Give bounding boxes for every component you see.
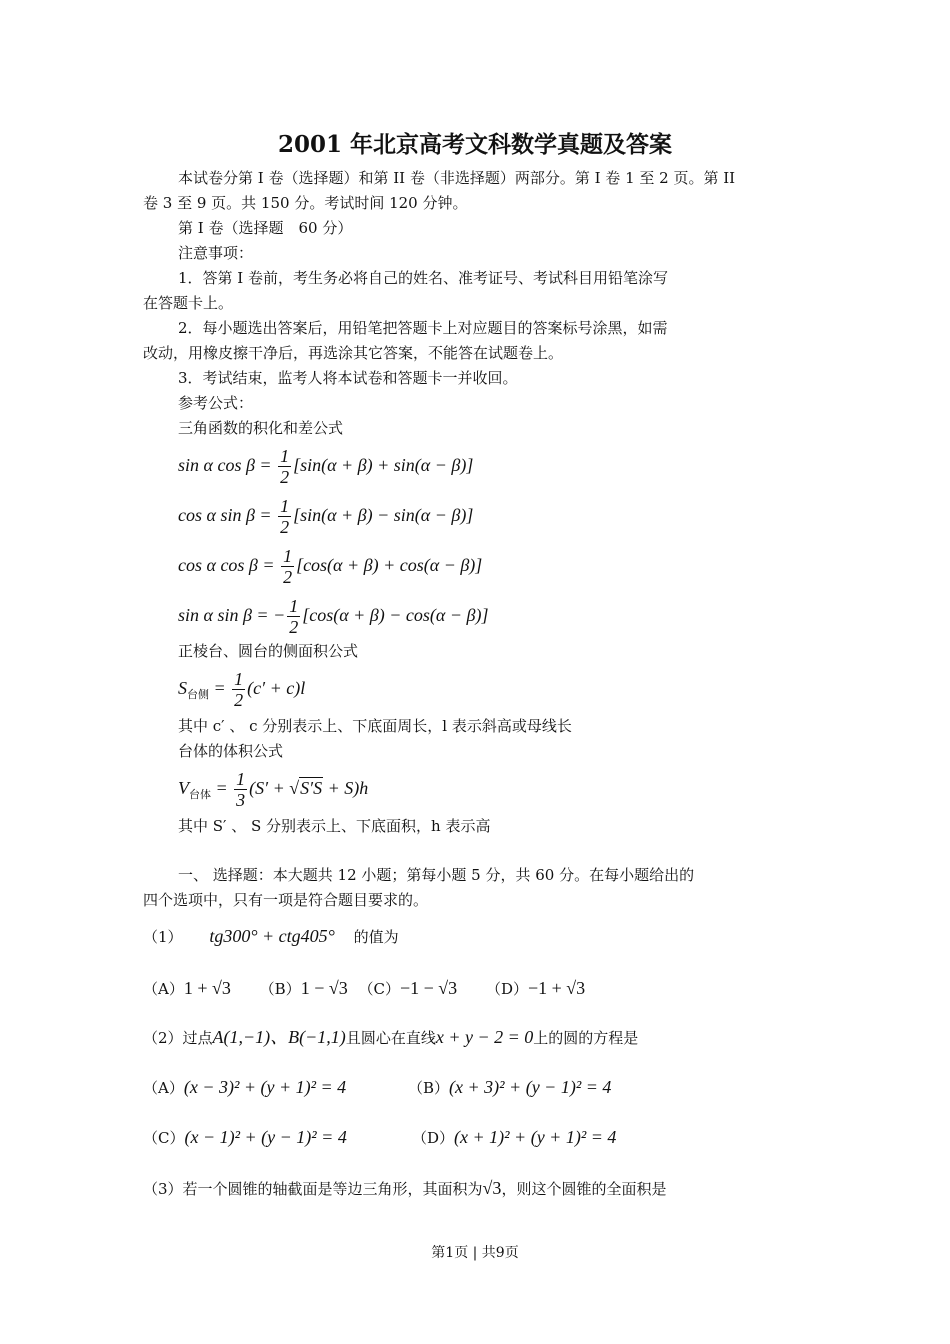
option-a[interactable]: （A）1 + √3 xyxy=(143,978,231,998)
page-title: 2001 年北京高考文科数学真题及答案 xyxy=(277,131,673,158)
note-2a: 2．每小题选出答案后，用铅笔把答题卡上对应题目的答案标号涂黑，如需 xyxy=(178,319,668,337)
page-footer: 第1页 | 共9页 xyxy=(431,1245,519,1261)
section-1-line-2: 四个选项中，只有一项是符合题目要求的。 xyxy=(143,891,429,909)
question-2-option-c[interactable]: （C）(x − 1)² + (y − 1)² = 4 xyxy=(143,1127,347,1147)
intro-line-2: 卷 3 至 9 页。共 150 分。考试时间 120 分钟。 xyxy=(143,194,468,212)
section-1-line-1: 一、 选择题：本大题共 12 小题；第每小题 5 分，共 60 分。在每小题给出的 xyxy=(178,866,695,884)
option-d[interactable]: （D）−1 + √3 xyxy=(485,978,586,998)
formula-2: cos α sin β = $\frac{1}{2}$ [sin(α + β) − sin(α − β)] xyxy=(178,496,474,538)
note-2b: 改动，用橡皮擦干净后，再选涂其它答案，不能答在试题卷上。 xyxy=(143,344,564,362)
note-3: 3．考试结束，监考人将本试卷和答题卡一并收回。 xyxy=(178,369,518,387)
intro-line-1: 本试卷分第 I 卷（选择题）和第 II 卷（非选择题）两部分。第 I 卷 1 至 2 页。第 II xyxy=(178,169,736,187)
reference-heading: 参考公式： xyxy=(178,394,254,412)
option-b[interactable]: （B）1 − √3 xyxy=(259,978,348,998)
question-2-option-a[interactable]: （A）(x − 3)² + (y + 1)² = 4 xyxy=(143,1077,347,1097)
note-1a: 1．答第 I 卷前，考生务必将自己的姓名、准考证号、考试科目用铅笔涂写 xyxy=(178,269,669,287)
volume-heading: 台体的体积公式 xyxy=(178,742,284,760)
option-c[interactable]: （C）−1 − √3 xyxy=(358,978,458,998)
question-3-stem: （3）若一个圆锥的轴截面是等边三角形，其面积为√3，则这个圆锥的全面积是 xyxy=(143,1178,667,1198)
frustum-area-heading: 正棱台、圆台的侧面积公式 xyxy=(178,642,359,660)
part-1-heading: 第 I 卷（选择题 60 分） xyxy=(178,219,353,237)
formula-1: sin α cos β = $\frac{1}{2}$ [sin(α + β) + sin(α − β)] xyxy=(178,446,474,488)
volume-note: 其中 S′ 、 S 分别表示上、下底面积，h 表示高 xyxy=(178,817,491,835)
note-1b: 在答题卡上。 xyxy=(143,294,234,312)
formula-3: cos α cos β = $\frac{1}{2}$ [cos(α + β) + cos(α − β)] xyxy=(178,546,483,588)
question-2-stem: （2）过点A(1,−1)、B(−1,1)且圆心在直线x + y − 2 = 0上的圆的方程是 xyxy=(143,1027,639,1047)
question-1-options xyxy=(143,978,585,999)
volume-formula: $V_{台体}$ = $\frac{1}{3}$ (S′ + √S′S + S)h xyxy=(178,769,369,811)
formula-4: sin α sin β = − $\frac{1}{2}$ [cos(α + β) − cos(α − β)] xyxy=(178,596,489,638)
question-2-option-b[interactable]: （B）(x + 3)² + (y − 1)² = 4 xyxy=(408,1077,612,1097)
question-1-stem: （1） tg300° + ctg405° 的值为 xyxy=(143,926,399,946)
lateral-area-formula: $S_{台侧}$ = $\frac{1}{2}$ (c′ + c)l xyxy=(178,669,306,711)
question-2-option-d[interactable]: （D）(x + 1)² + (y + 1)² = 4 xyxy=(412,1127,617,1147)
lateral-area-note: 其中 c′ 、 c 分别表示上、下底面周长，l 表示斜高或母线长 xyxy=(178,717,572,735)
notes-heading: 注意事项： xyxy=(178,244,254,262)
trig-formula-heading: 三角函数的积化和差公式 xyxy=(178,419,344,437)
